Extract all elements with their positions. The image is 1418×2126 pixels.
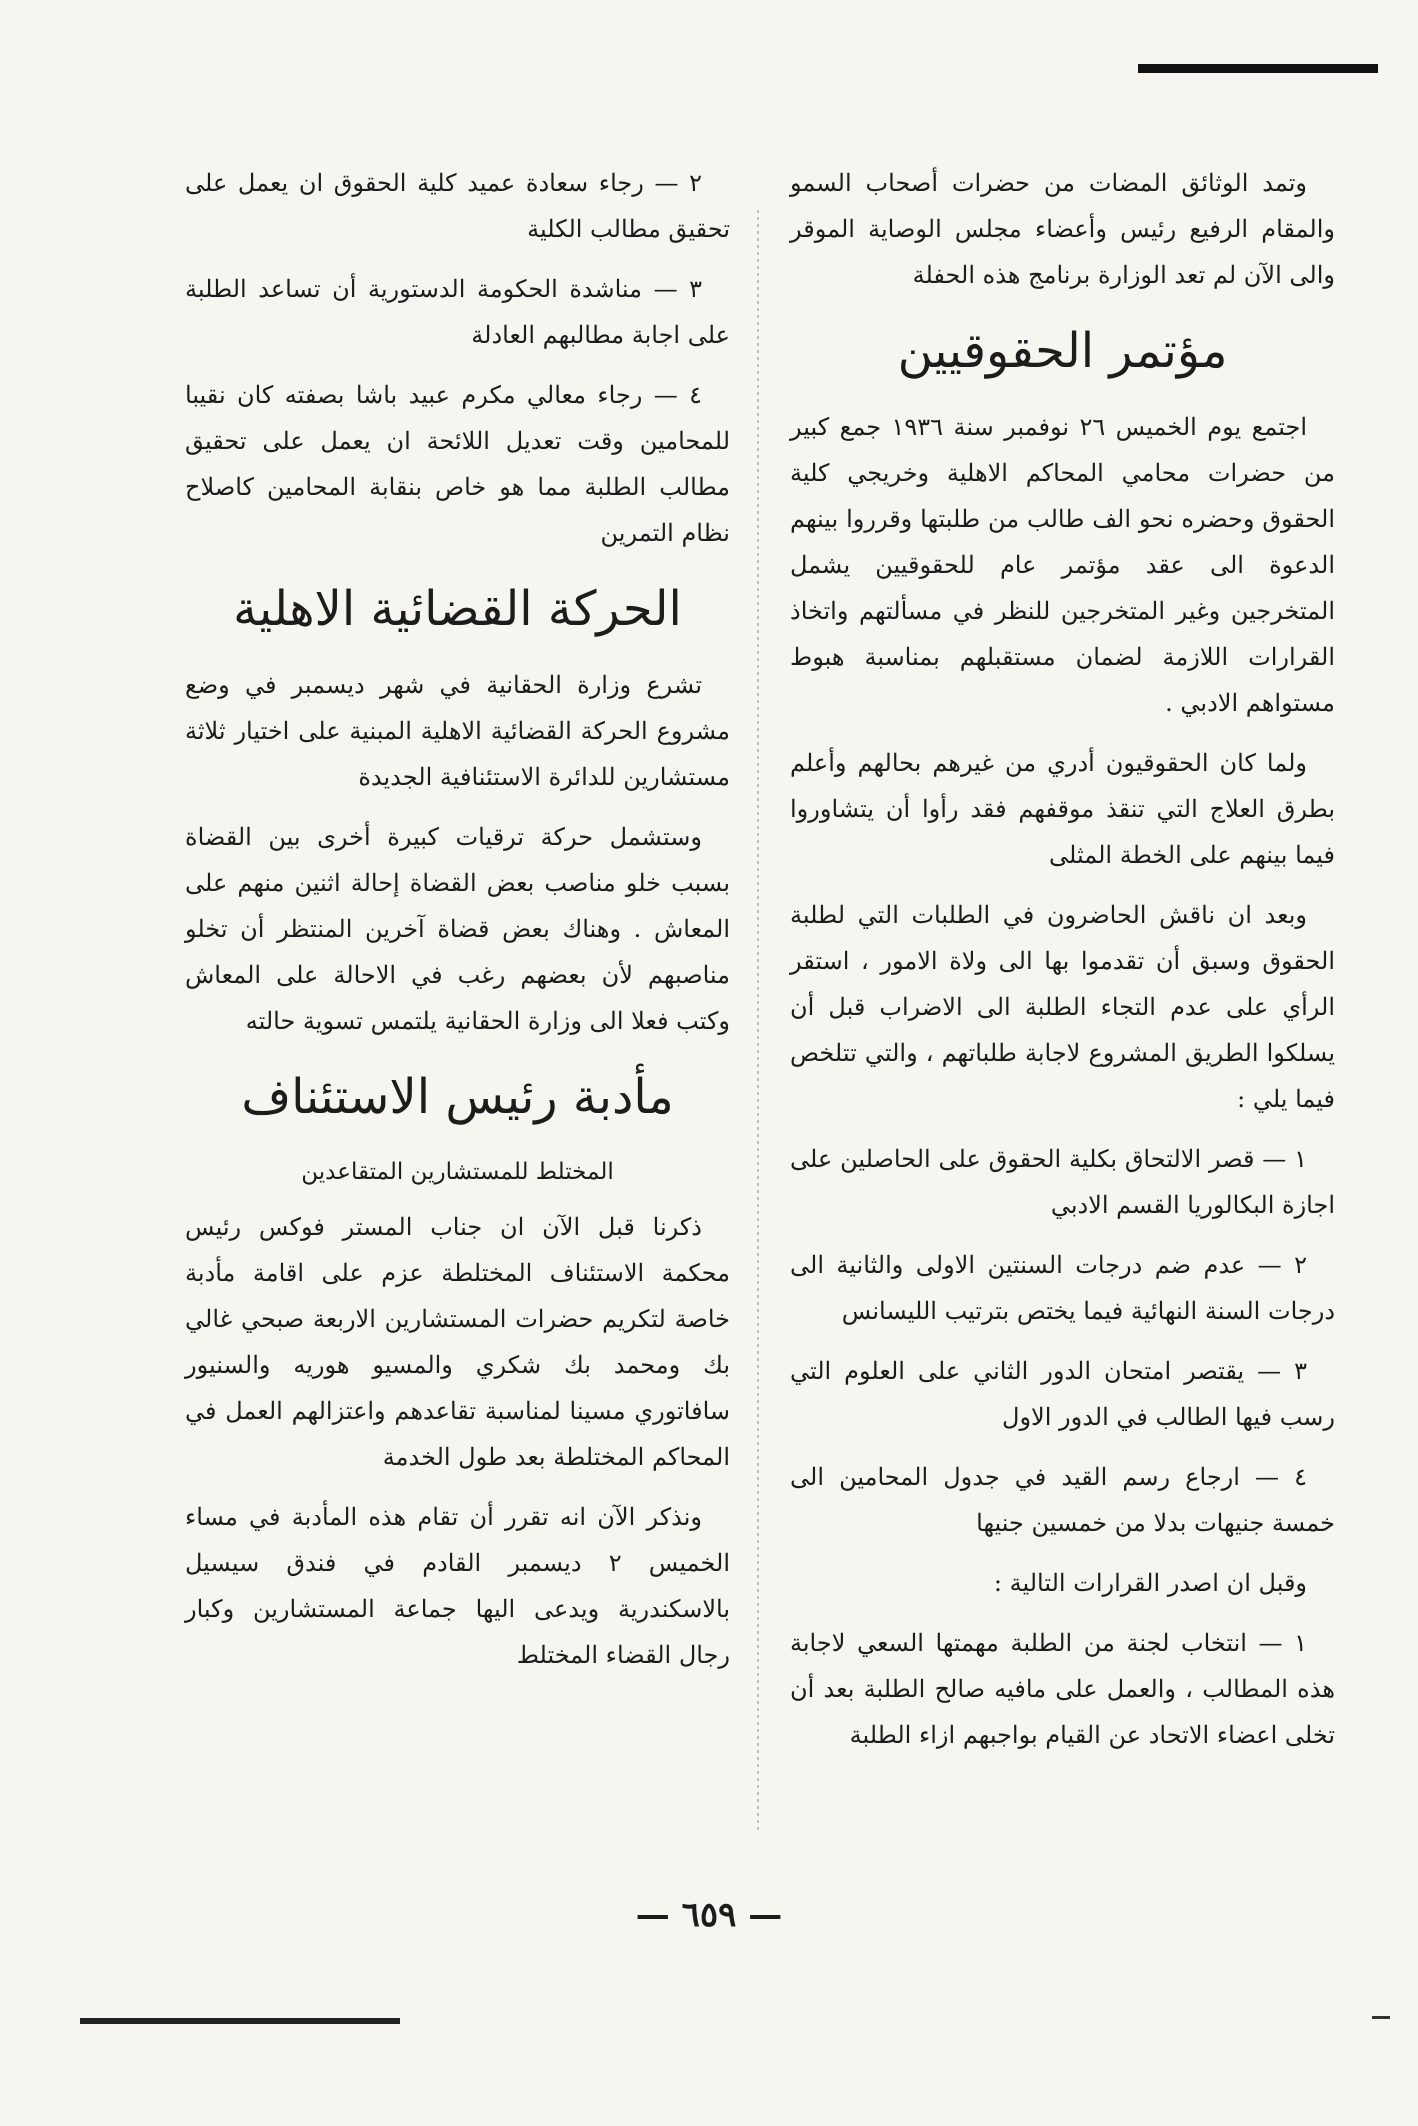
- banquet-paragraph-1: ذكرنا قبل الآن ان جناب المستر فوكس رئيس محكمة الاستئناف المختلطة عزم على اقامة مأدبة خاصة لتكريم حضرات المستشارين الاربعة صبحي غالي بك ومحمد بك شكري والمسيو هوريه والسنيور سافاتوري مسينا لمناسبة تقاعدهم واعتزالهم العمل في المحاكم المختلطة بعد طول الخدمة: [185, 1213, 730, 1471]
- demand-item-1: ١ — قصر الالتحاق بكلية الحقوق على الحاصلين على اجازة البكالوريا القسم الادبي: [790, 1145, 1335, 1219]
- judicial-paragraph-2: وستشمل حركة ترقيات كبيرة أخرى بين القضاة بسبب خلو مناصب بعض القضاة إحالة اثنين منهم على المعاش . وهناك بعض قضاة آخرين المنتظر أن تخلو مناصبهم لأن بعضهم رغب في الاحالة على المعاش وكتب فعلا الى وزارة الحقانية يلتمس تسوية حالته: [185, 823, 730, 1035]
- subheading-retired-counselors: المختلط للمستشارين المتقاعدين: [301, 1159, 614, 1185]
- decisions-intro: وقبل ان اصدر القرارات التالية :: [993, 1569, 1307, 1597]
- bottom-right-mark: [1372, 2016, 1390, 2019]
- decision-item-2: ٢ — رجاء سعادة عميد كلية الحقوق ان يعمل على تحقيق مطالب الكلية: [185, 169, 730, 243]
- decision-item-4: ٤ — رجاء معالي مكرم عبيد باشا بصفته كان نقيبا للمحامين وقت تعديل اللائحة ان يعمل على تحقيق مطالب الطلبة مما هو خاص بنقابة المحامين كاصلاح نظام التمرين: [185, 381, 730, 547]
- decision-item-3: ٣ — مناشدة الحكومة الدستورية أن تساعد الطلبة على اجابة مطالبهم العادلة: [185, 275, 730, 349]
- banquet-paragraph-2: ونذكر الآن انه تقرر أن تقام هذه المأدبة في مساء الخميس ٢ ديسمبر القادم في فندق سيسيل بالاسكندرية ويدعى اليها جماعة المستشارين وكبار رجال القضاء المختلط: [185, 1503, 730, 1669]
- conference-paragraph-2: ولما كان الحقوقيون أدري من غيرهم بحالهم وأعلم بطرق العلاج التي تنقذ موقفهم فقد رأوا أن يتشاوروا فيما بينهم على الخطة المثلى: [790, 749, 1335, 869]
- demand-item-4: ٤ — ارجاع رسم القيد في جدول المحامين الى خمسة جنيهات بدلا من خمسين جنيها: [790, 1463, 1335, 1537]
- right-column: [790, 160, 1335, 1772]
- column-divider: [757, 210, 759, 1830]
- top-rule: [1138, 64, 1378, 73]
- decision-item-1: ١ — انتخاب لجنة من الطلبة مهمتها السعي لاجابة هذه المطالب ، والعمل على مافيه صالح الطلبة بعد أن تخلى اعضاء الاتحاد عن القيام بواجبهم ازاء الطلبة: [790, 1629, 1335, 1749]
- intro-paragraph: وتمد الوثائق المضات من حضرات أصحاب السمو والمقام الرفيع رئيس وأعضاء مجلس الوصاية الموقر والى الآن لم تعد الوزارة برنامج هذه الحفلة: [790, 169, 1335, 289]
- heading-appeal-president-banquet: مأدبة رئيس الاستئناف: [241, 1069, 674, 1125]
- conference-paragraph-1: اجتمع يوم الخميس ٢٦ نوفمبر سنة ١٩٣٦ جمع كبير من حضرات محامي المحاكم الاهلية وخريجي كلية الحقوق وحضره نحو الف طالب من طلبتها وقرروا بينهم الدعوة الى عقد مؤتمر عام للحقوقيين يشمل المتخرجين وغير المتخرجين للنظر في مسألتهم واتخاذ القرارات اللازمة لضمان مستقبلهم بمناسبة هبوط مستواهم الادبي .: [790, 413, 1335, 717]
- bottom-rule: [80, 2018, 400, 2024]
- page-number: — ٦٥٩ —: [635, 1895, 783, 1935]
- judicial-paragraph-1: تشرع وزارة الحقانية في شهر ديسمبر في وضع مشروع الحركة القضائية الاهلية المبنية على اختيار ثلاثة مستشارين للدائرة الاستئنافية الجديدة: [185, 671, 730, 791]
- page-columns: [185, 160, 1335, 1860]
- left-column: [185, 160, 730, 1692]
- heading-judicial-movement: الحركة القضائية الاهلية: [233, 581, 682, 637]
- heading-lawyers-conference: مؤتمر الحقوقيين: [897, 323, 1228, 379]
- demand-item-2: ٢ — عدم ضم درجات السنتين الاولى والثانية الى درجات السنة النهائية فيما يختص بترتيب الليسانس: [790, 1251, 1335, 1325]
- demand-item-3: ٣ — يقتصر امتحان الدور الثاني على العلوم التي رسب فيها الطالب في الدور الاول: [790, 1357, 1335, 1431]
- conference-paragraph-3: وبعد ان ناقش الحاضرون في الطلبات التي لطلبة الحقوق وسبق أن تقدموا بها الى ولاة الامور ، استقر الرأي على عدم التجاء الطلبة الى الاضراب قبل أن يسلكوا الطريق المشروع لاجابة طلباتهم ، والتي تتلخص فيما يلي :: [790, 901, 1335, 1113]
